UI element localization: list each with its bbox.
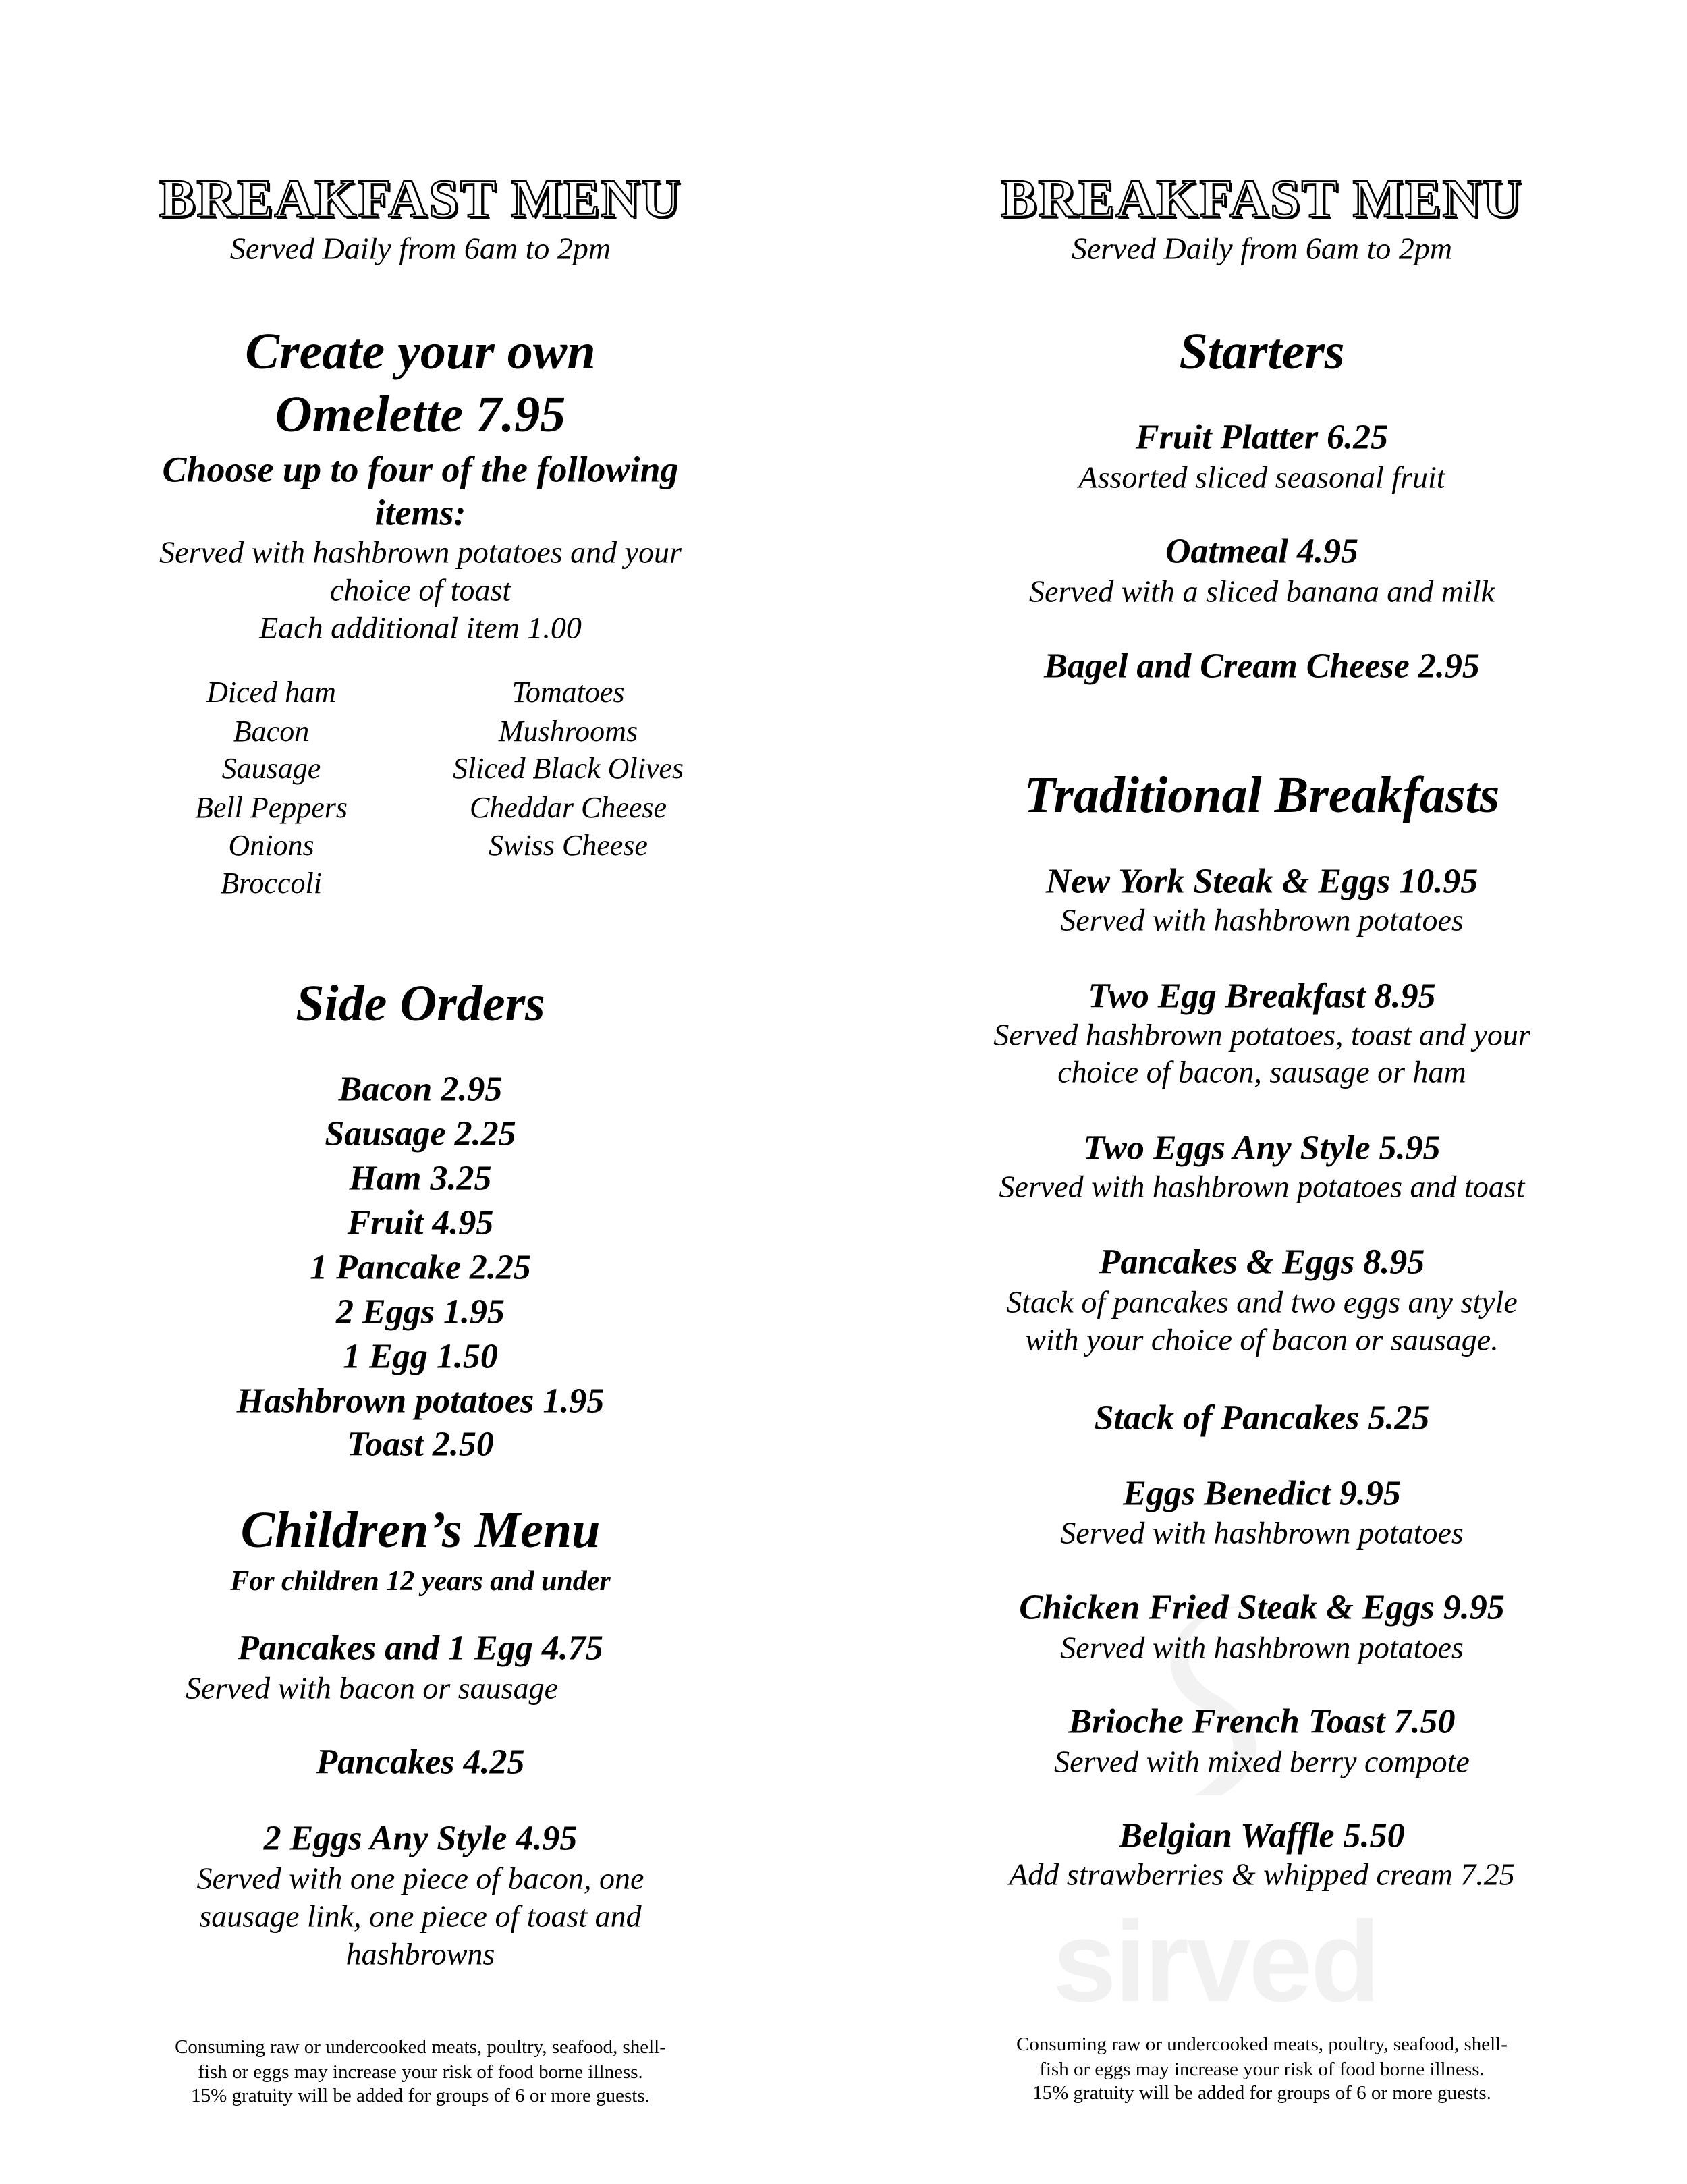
breakfast-item-desc: choice of bacon, sausage or ham xyxy=(1057,1054,1466,1089)
omelette-option: Diced ham xyxy=(206,675,336,709)
starter-item-name: Bagel and Cream Cheese 2.95 xyxy=(1044,647,1480,686)
breakfast-item-desc: Served hashbrown potatoes, toast and your xyxy=(993,1017,1530,1052)
breakfast-item-name: New York Steak & Eggs 10.95 xyxy=(1045,862,1478,901)
omelette-option: Tomatoes xyxy=(511,675,625,709)
breakfast-item-desc: Served with hashbrown potatoes and toast xyxy=(999,1169,1525,1204)
side-orders-heading: Side Orders xyxy=(296,975,545,1033)
menu-title: BREAKFAST MENU xyxy=(159,169,682,229)
footer-gratuity: 15% gratuity will be added for groups of 6 or more guests. xyxy=(1032,2082,1491,2104)
breakfast-item-desc: Served with hashbrown potatoes xyxy=(1060,902,1464,937)
omelette-option: Sliced Black Olives xyxy=(452,751,684,785)
menu-title: BREAKFAST MENU xyxy=(1000,169,1523,229)
footer-gratuity: 15% gratuity will be added for groups of 6 or more guests. xyxy=(191,2085,650,2107)
breakfast-item-name: Two Eggs Any Style 5.95 xyxy=(1083,1128,1441,1168)
breakfast-item-name: Belgian Waffle 5.50 xyxy=(1119,1816,1405,1855)
side-order-item: Fruit 4.95 xyxy=(347,1203,494,1243)
omelette-option: Bell Peppers xyxy=(194,790,348,824)
breakfast-item-name: Brioche French Toast 7.50 xyxy=(1068,1702,1456,1741)
breakfast-item-name: Chicken Fried Steak & Eggs 9.95 xyxy=(1019,1588,1505,1627)
children-item-desc: Served with bacon or sausage xyxy=(186,1670,558,1705)
breakfast-item-desc: with your choice of bacon or sausage. xyxy=(1025,1322,1499,1357)
children-item-desc: hashbrowns xyxy=(345,1936,495,1971)
breakfast-item-desc: Served with hashbrown potatoes xyxy=(1060,1515,1464,1550)
footer-disclaimer: Consuming raw or undercooked meats, poultry, seafood, shell- xyxy=(175,2036,666,2058)
children-item-name: 2 Eggs Any Style 4.95 xyxy=(263,1819,578,1858)
side-order-item: 2 Eggs 1.95 xyxy=(336,1292,505,1332)
omelette-desc: choice of toast xyxy=(329,572,511,607)
children-item-name: Pancakes 4.25 xyxy=(316,1743,525,1782)
menu-hours: Served Daily from 6am to 2pm xyxy=(229,231,611,266)
omelette-option: Onions xyxy=(228,828,314,862)
breakfast-item-desc: Add strawberries & whipped cream 7.25 xyxy=(1009,1857,1515,1892)
omelette-option: Cheddar Cheese xyxy=(469,790,667,824)
traditional-heading: Traditional Breakfasts xyxy=(1024,767,1500,824)
children-item-desc: sausage link, one piece of toast and xyxy=(199,1899,642,1934)
omelette-desc: Served with hashbrown potatoes and your xyxy=(159,535,682,570)
children-item-desc: Served with one piece of bacon, one xyxy=(196,1861,644,1896)
starters-heading: Starters xyxy=(1179,323,1345,381)
omelette-heading: Omelette 7.95 xyxy=(275,386,566,443)
side-order-item: Bacon 2.95 xyxy=(338,1070,503,1109)
omelette-choose: items: xyxy=(375,492,466,533)
omelette-option: Swiss Cheese xyxy=(489,828,648,862)
breakfast-item-name: Stack of Pancakes 5.25 xyxy=(1094,1398,1430,1438)
footer-disclaimer: Consuming raw or undercooked meats, poultry, seafood, shell- xyxy=(1016,2033,1508,2056)
childrens-menu-note: For children 12 years and under xyxy=(230,1565,611,1597)
side-order-item: Hashbrown potatoes 1.95 xyxy=(236,1382,605,1421)
childrens-menu-heading: Children’s Menu xyxy=(240,1502,601,1559)
footer-disclaimer: fish or eggs may increase your risk of food borne illness. xyxy=(1039,2058,1485,2081)
side-order-item: Toast 2.50 xyxy=(347,1425,494,1464)
breakfast-item-name: Two Egg Breakfast 8.95 xyxy=(1088,977,1436,1016)
omelette-desc: Each additional item 1.00 xyxy=(259,610,582,645)
omelette-choose: Choose up to four of the following xyxy=(162,449,679,490)
starter-item-desc: Assorted sliced seasonal fruit xyxy=(1078,460,1445,495)
side-order-item: 1 Egg 1.50 xyxy=(343,1337,498,1376)
starter-item-desc: Served with a sliced banana and milk xyxy=(1029,574,1495,609)
starter-item-name: Fruit Platter 6.25 xyxy=(1135,418,1389,457)
omelette-option: Bacon xyxy=(233,714,310,748)
omelette-option: Sausage xyxy=(221,751,321,785)
footer-disclaimer: fish or eggs may increase your risk of food borne illness. xyxy=(198,2061,643,2083)
side-order-item: 1 Pancake 2.25 xyxy=(310,1248,531,1287)
omelette-option: Mushrooms xyxy=(498,714,638,748)
breakfast-item-desc: Served with mixed berry compote xyxy=(1054,1744,1470,1779)
breakfast-item-desc: Stack of pancakes and two eggs any style xyxy=(1006,1284,1518,1319)
omelette-heading: Create your own xyxy=(245,323,596,381)
breakfast-item-name: Eggs Benedict 9.95 xyxy=(1123,1474,1401,1513)
menu-hours: Served Daily from 6am to 2pm xyxy=(1071,231,1453,266)
breakfast-item-desc: Served with hashbrown potatoes xyxy=(1060,1630,1464,1665)
omelette-option: Broccoli xyxy=(221,866,322,900)
children-item-name: Pancakes and 1 Egg 4.75 xyxy=(238,1629,603,1668)
side-order-item: Ham 3.25 xyxy=(349,1159,492,1198)
side-order-item: Sausage 2.25 xyxy=(325,1114,516,1153)
breakfast-item-name: Pancakes & Eggs 8.95 xyxy=(1099,1243,1425,1282)
watermark: sirved xyxy=(1053,1898,1379,2026)
starter-item-name: Oatmeal 4.95 xyxy=(1165,532,1358,571)
